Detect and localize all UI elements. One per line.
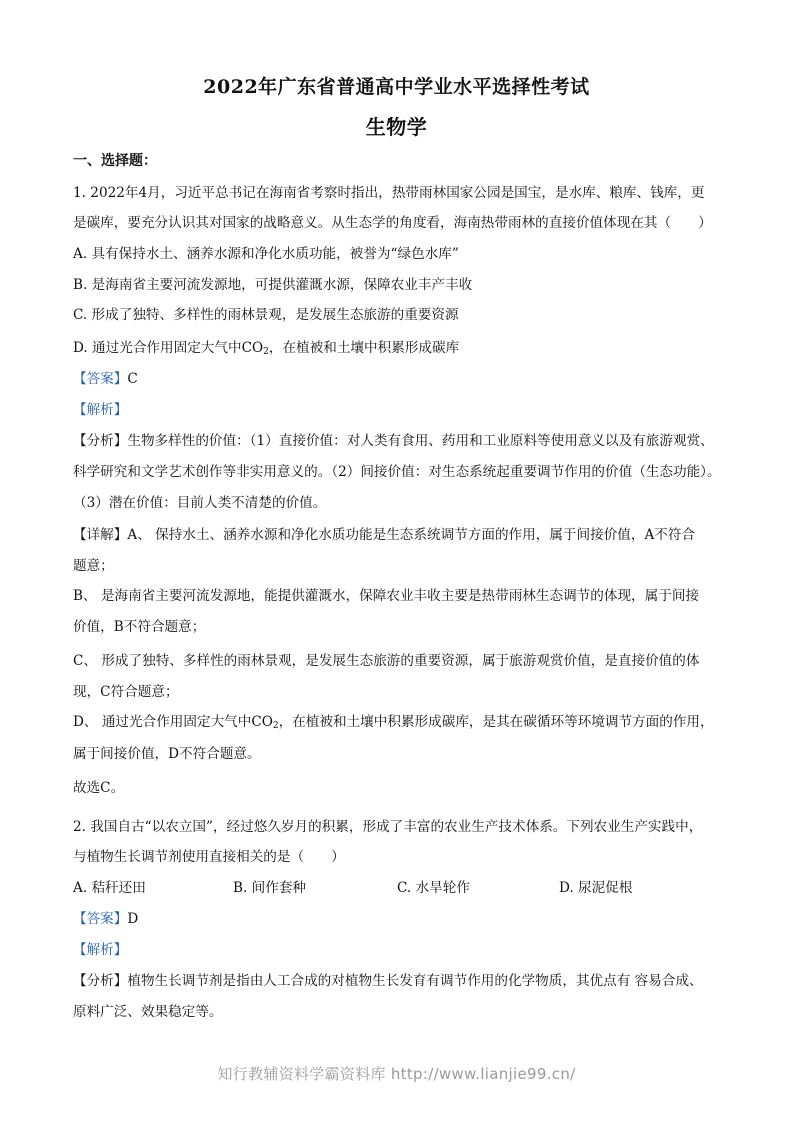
q2-option-d: D. 尿泥促根 [559, 880, 633, 896]
section-heading: 一、选择题： [73, 153, 157, 169]
q2-fenxi-line-1 [73, 972, 723, 990]
q1-xiangjie-b-line-2: 价值，B不符合题意； [73, 619, 206, 635]
q2-stem-line-1: 2. 我国自古“以农立国”，经过悠久岁月的积累，形成了丰富的农业生产技术体系。下列农业生产实践中， [73, 819, 703, 835]
q1-option-b: B. 是海南省主要河流发源地，可提供灌溉水源，保障农业丰产丰收 [73, 277, 473, 293]
q1-option-d [73, 339, 723, 361]
q2-answer-value: D [127, 911, 139, 927]
q1-xiangjie-a-line-1 [73, 526, 723, 544]
q1-xiangjie-c-line-1: C、 形成了独特、多样性的雨林景观，是发展生态旅游的重要资源，属于旅游观赏价值，是直接价值的体 [73, 653, 700, 669]
q1-fenxi-line-1 [73, 432, 723, 450]
q1-xiangjie-c-line-2: 现，C符合题意； [73, 684, 179, 700]
q2-stem-line-2: 与植物生长调节剂使用直接相关的是（ ） [73, 849, 345, 865]
q2-fenxi-text-1: 植物生长调节剂是指由人工合成的对植物生长发育有调节作用的化学物质，其优点有 容易合成、 [127, 973, 703, 989]
q1-fenxi-text-1: 生物多样性的价值：（1）直接价值：对人类有食用、药用和工业原料等使用意义以及有旅游观赏、 [127, 433, 714, 449]
q1-answer-value: C [127, 371, 138, 387]
q1-xiangjie-d-pre: D、 通过光合作用固定大气中CO [73, 714, 273, 730]
q1-xiangjie-d-subscript: 2 [272, 721, 279, 731]
exam-title: 2022年广东省普通高中学业水平选择性考试 [203, 76, 590, 98]
q1-option-c: C. 形成了独特、多样性的雨林景观，是发展生态旅游的重要资源 [73, 307, 459, 323]
q1-stem-line-2: 是碳库，要充分认识其对国家的战略意义。从生态学的角度看，海南热带雨林的直接价值体现在其（ ） [73, 215, 712, 231]
q1-xiangjie-tag: 【详解】 [73, 527, 128, 543]
q1-xiangjie-d-post: ，在植被和土壤中积累形成碳库，是其在碳循环等环境调节方面的作用， [278, 714, 714, 730]
q2-analysis-tag: 【解析】 [73, 942, 128, 958]
q1-fenxi-line-2: 科学研究和文学艺术创作等非实用意义的。（2）间接价值：对生态系统起重要调节作用的价值（生态功能）。 [73, 464, 721, 480]
q1-conclusion: 故选C。 [73, 780, 125, 796]
q1-answer-tag: 【答案】 [73, 371, 128, 387]
q1-option-a: A. 具有保持水土、涵养水源和净化水质功能，被誉为“绿色水库” [73, 246, 459, 262]
q1-xiangjie-a-line-2: 题意； [73, 558, 114, 574]
q1-xiangjie-d-line-2: 属于间接价值，D不符合题意。 [73, 746, 261, 762]
q1-analysis-tag: 【解析】 [73, 402, 128, 418]
q2-option-a: A. 秸秆还田 [73, 880, 146, 896]
q2-option-c: C. 水旱轮作 [397, 880, 470, 896]
q1-option-d-pre: D. 通过光合作用固定大气中CO [73, 340, 264, 356]
q1-answer [73, 370, 723, 388]
q1-option-d-post: ，在植被和土壤中积累形成碳库 [268, 340, 460, 356]
q2-fenxi-tag: 【分析】 [73, 973, 128, 989]
q1-option-d-subscript: 2 [263, 347, 269, 357]
footer-watermark: 知行教辅资料学霸资料库 http://www.lianjie99.cn/ [217, 1065, 576, 1083]
q2-fenxi-line-2: 原料广泛、效果稳定等。 [73, 1004, 223, 1020]
q2-option-b: B. 间作套种 [233, 880, 307, 896]
q2-answer-tag: 【答案】 [73, 911, 128, 927]
q1-fenxi-line-3: （3）潜在价值：目前人类不清楚的价值。 [73, 495, 327, 511]
q1-xiangjie-d-line-1 [73, 713, 723, 735]
q1-xiangjie-b-line-1: B、 是海南省主要河流发源地，能提供灌溉水，保障农业丰收主要是热带雨林生态调节的体现，属于间接 [73, 588, 700, 604]
q1-fenxi-tag: 【分析】 [73, 433, 128, 449]
exam-subject: 生物学 [365, 115, 428, 139]
q1-stem-line-1: 1. 2022年4月，习近平总书记在海南省考察时指出，热带雨林国家公园是国宝，是水库、粮库、钱库，更 [73, 185, 705, 201]
q1-xiangjie-a-text: A、 保持水土、涵养水源和净化水质功能是生态系统调节方面的作用，属于间接价值，A不符合 [127, 527, 696, 543]
q2-answer [73, 910, 723, 928]
